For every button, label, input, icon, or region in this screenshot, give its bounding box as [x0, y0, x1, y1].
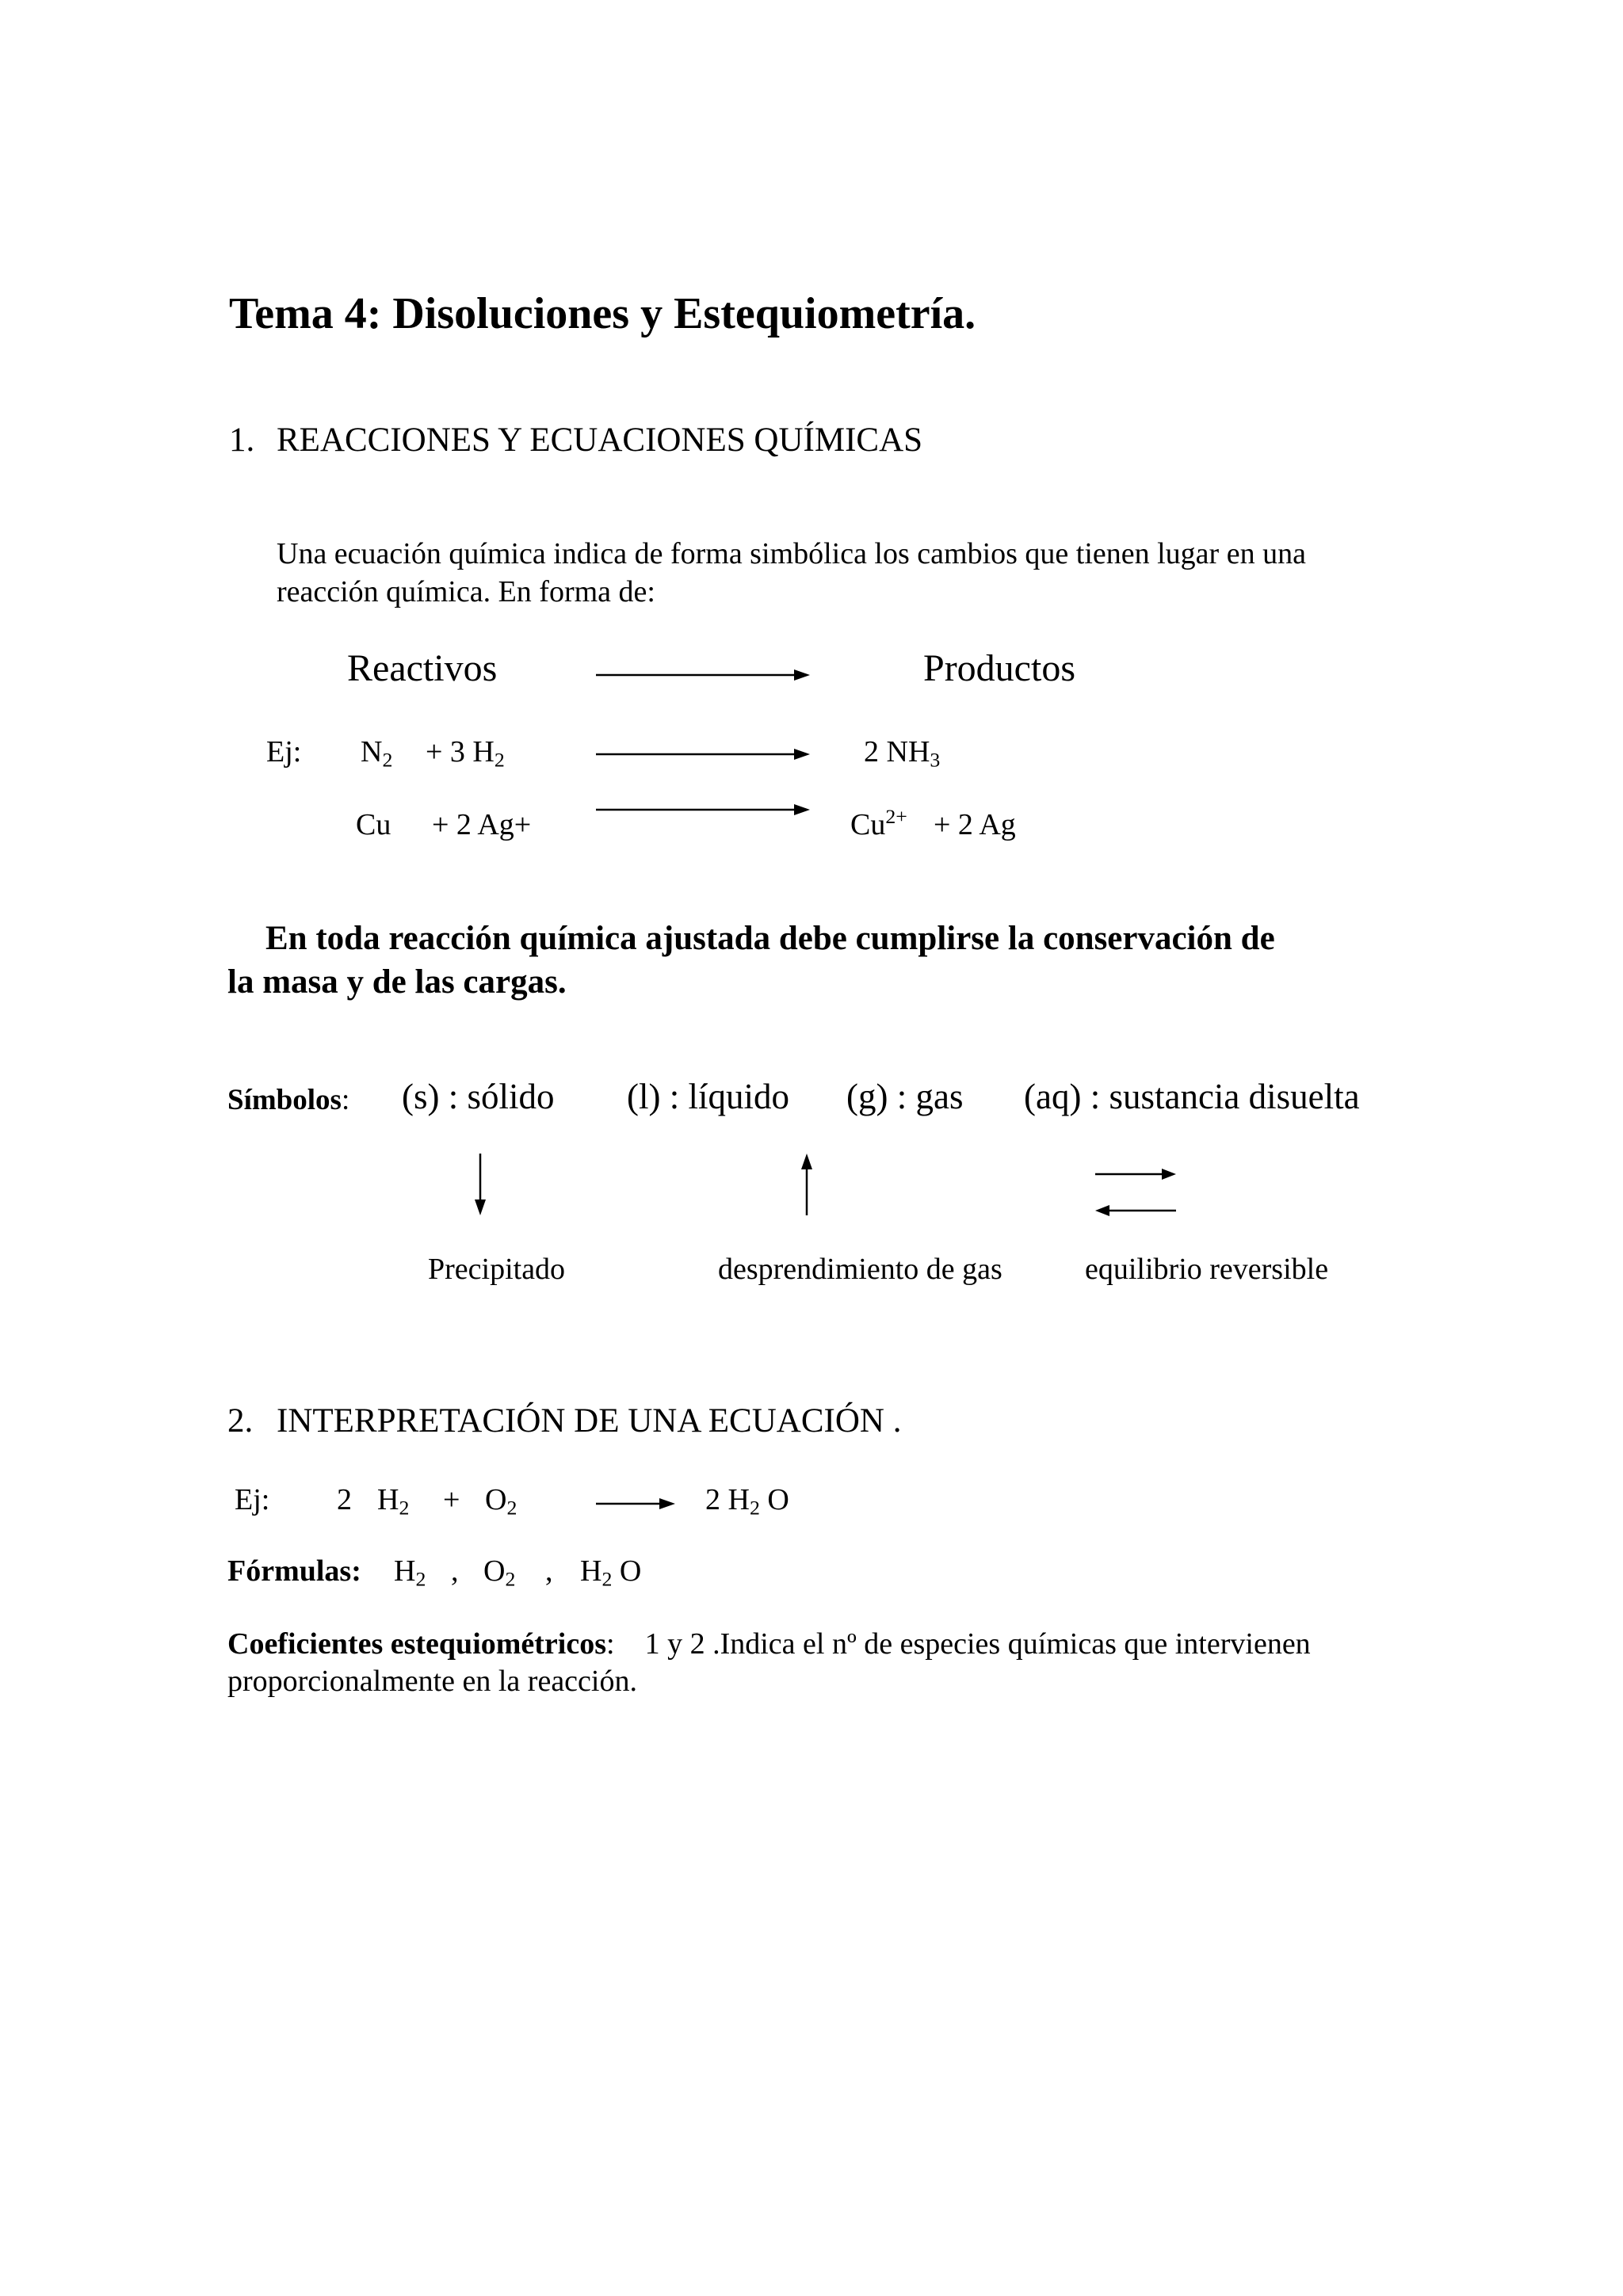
formula-h2: $H_2$: [394, 1554, 426, 1591]
coefficients-line-1: Coeficientes estequiométricos: 1 y 2 .Indica el nº de especies químicas que intervienen: [227, 1627, 1311, 1661]
right-arrow-icon: [596, 802, 810, 818]
formula-separator: ,: [451, 1554, 459, 1588]
formula-h2o: $H_2$ O: [580, 1554, 642, 1591]
symbol-solid: (s) : sólido: [402, 1077, 555, 1116]
reactant-2ag: + 2 Ag+: [432, 808, 532, 841]
product-2ag: + 2 Ag: [934, 808, 1016, 841]
product-2nh3: 2 $NH_3$: [864, 735, 941, 772]
reactant-o2: $O_2$: [485, 1483, 517, 1520]
conservation-line-2: la masa y de las cargas.: [227, 963, 567, 1001]
intro-line-1: Una ecuación química indica de forma simbólica los cambios que tienen lugar en una: [277, 537, 1306, 570]
section-1-number: 1.: [229, 421, 255, 459]
section-2-number: 2.: [227, 1402, 254, 1440]
symbol-aqueous: (aq) : sustancia disuelta: [1024, 1077, 1360, 1116]
reactant-h2: $H_2$: [377, 1483, 410, 1520]
product-2h2o: 2 $H_2$ O: [705, 1483, 789, 1520]
productos-label: Productos: [923, 647, 1075, 689]
right-arrow-icon: [596, 1496, 675, 1512]
label-equilibrio: equilibrio reversible: [1085, 1253, 1329, 1286]
right-arrow-icon: [596, 667, 810, 683]
formula-o2: $O_2$: [483, 1554, 516, 1591]
section-2-heading: INTERPRETACIÓN DE UNA ECUACIÓN .: [277, 1402, 902, 1440]
formula-separator: ,: [545, 1554, 553, 1588]
up-arrow-icon: [799, 1154, 815, 1215]
coefficients-line-2: proporcionalmente en la reacción.: [227, 1665, 637, 1698]
intro-line-2: reacción química. En forma de:: [277, 575, 655, 608]
product-cu2plus: $Cu^{2+}$: [850, 804, 907, 841]
down-arrow-icon: [472, 1154, 488, 1215]
example-label: Ej:: [266, 735, 302, 769]
symbol-gas: (g) : gas: [846, 1077, 964, 1116]
conservation-line-1: En toda reacción química ajustada debe cumplirse la conservación de: [265, 920, 1275, 957]
label-gas: desprendimiento de gas: [718, 1253, 1002, 1286]
symbol-liquid: (l) : líquido: [627, 1077, 789, 1116]
reactant-3h2: + 3 $H_2$: [426, 735, 505, 772]
example-label: Ej:: [235, 1483, 270, 1516]
label-precipitado: Precipitado: [428, 1253, 566, 1286]
section-1-heading: REACCIONES Y ECUACIONES QUÍMICAS: [277, 421, 923, 459]
coefficient-2: 2: [337, 1483, 352, 1516]
reactivos-label: Reactivos: [347, 647, 498, 689]
page-title: Tema 4: Disoluciones y Estequiometría.: [229, 289, 976, 338]
plus-sign: +: [443, 1483, 460, 1516]
formulas-label: Fórmulas:: [227, 1554, 361, 1588]
reactant-n2: $N_2$: [361, 735, 393, 772]
right-arrow-icon: [596, 746, 810, 762]
equilibrium-arrows-icon: [1095, 1165, 1176, 1217]
simbolos-label: Símbolos:: [227, 1084, 350, 1116]
reactant-cu: Cu: [356, 808, 391, 841]
